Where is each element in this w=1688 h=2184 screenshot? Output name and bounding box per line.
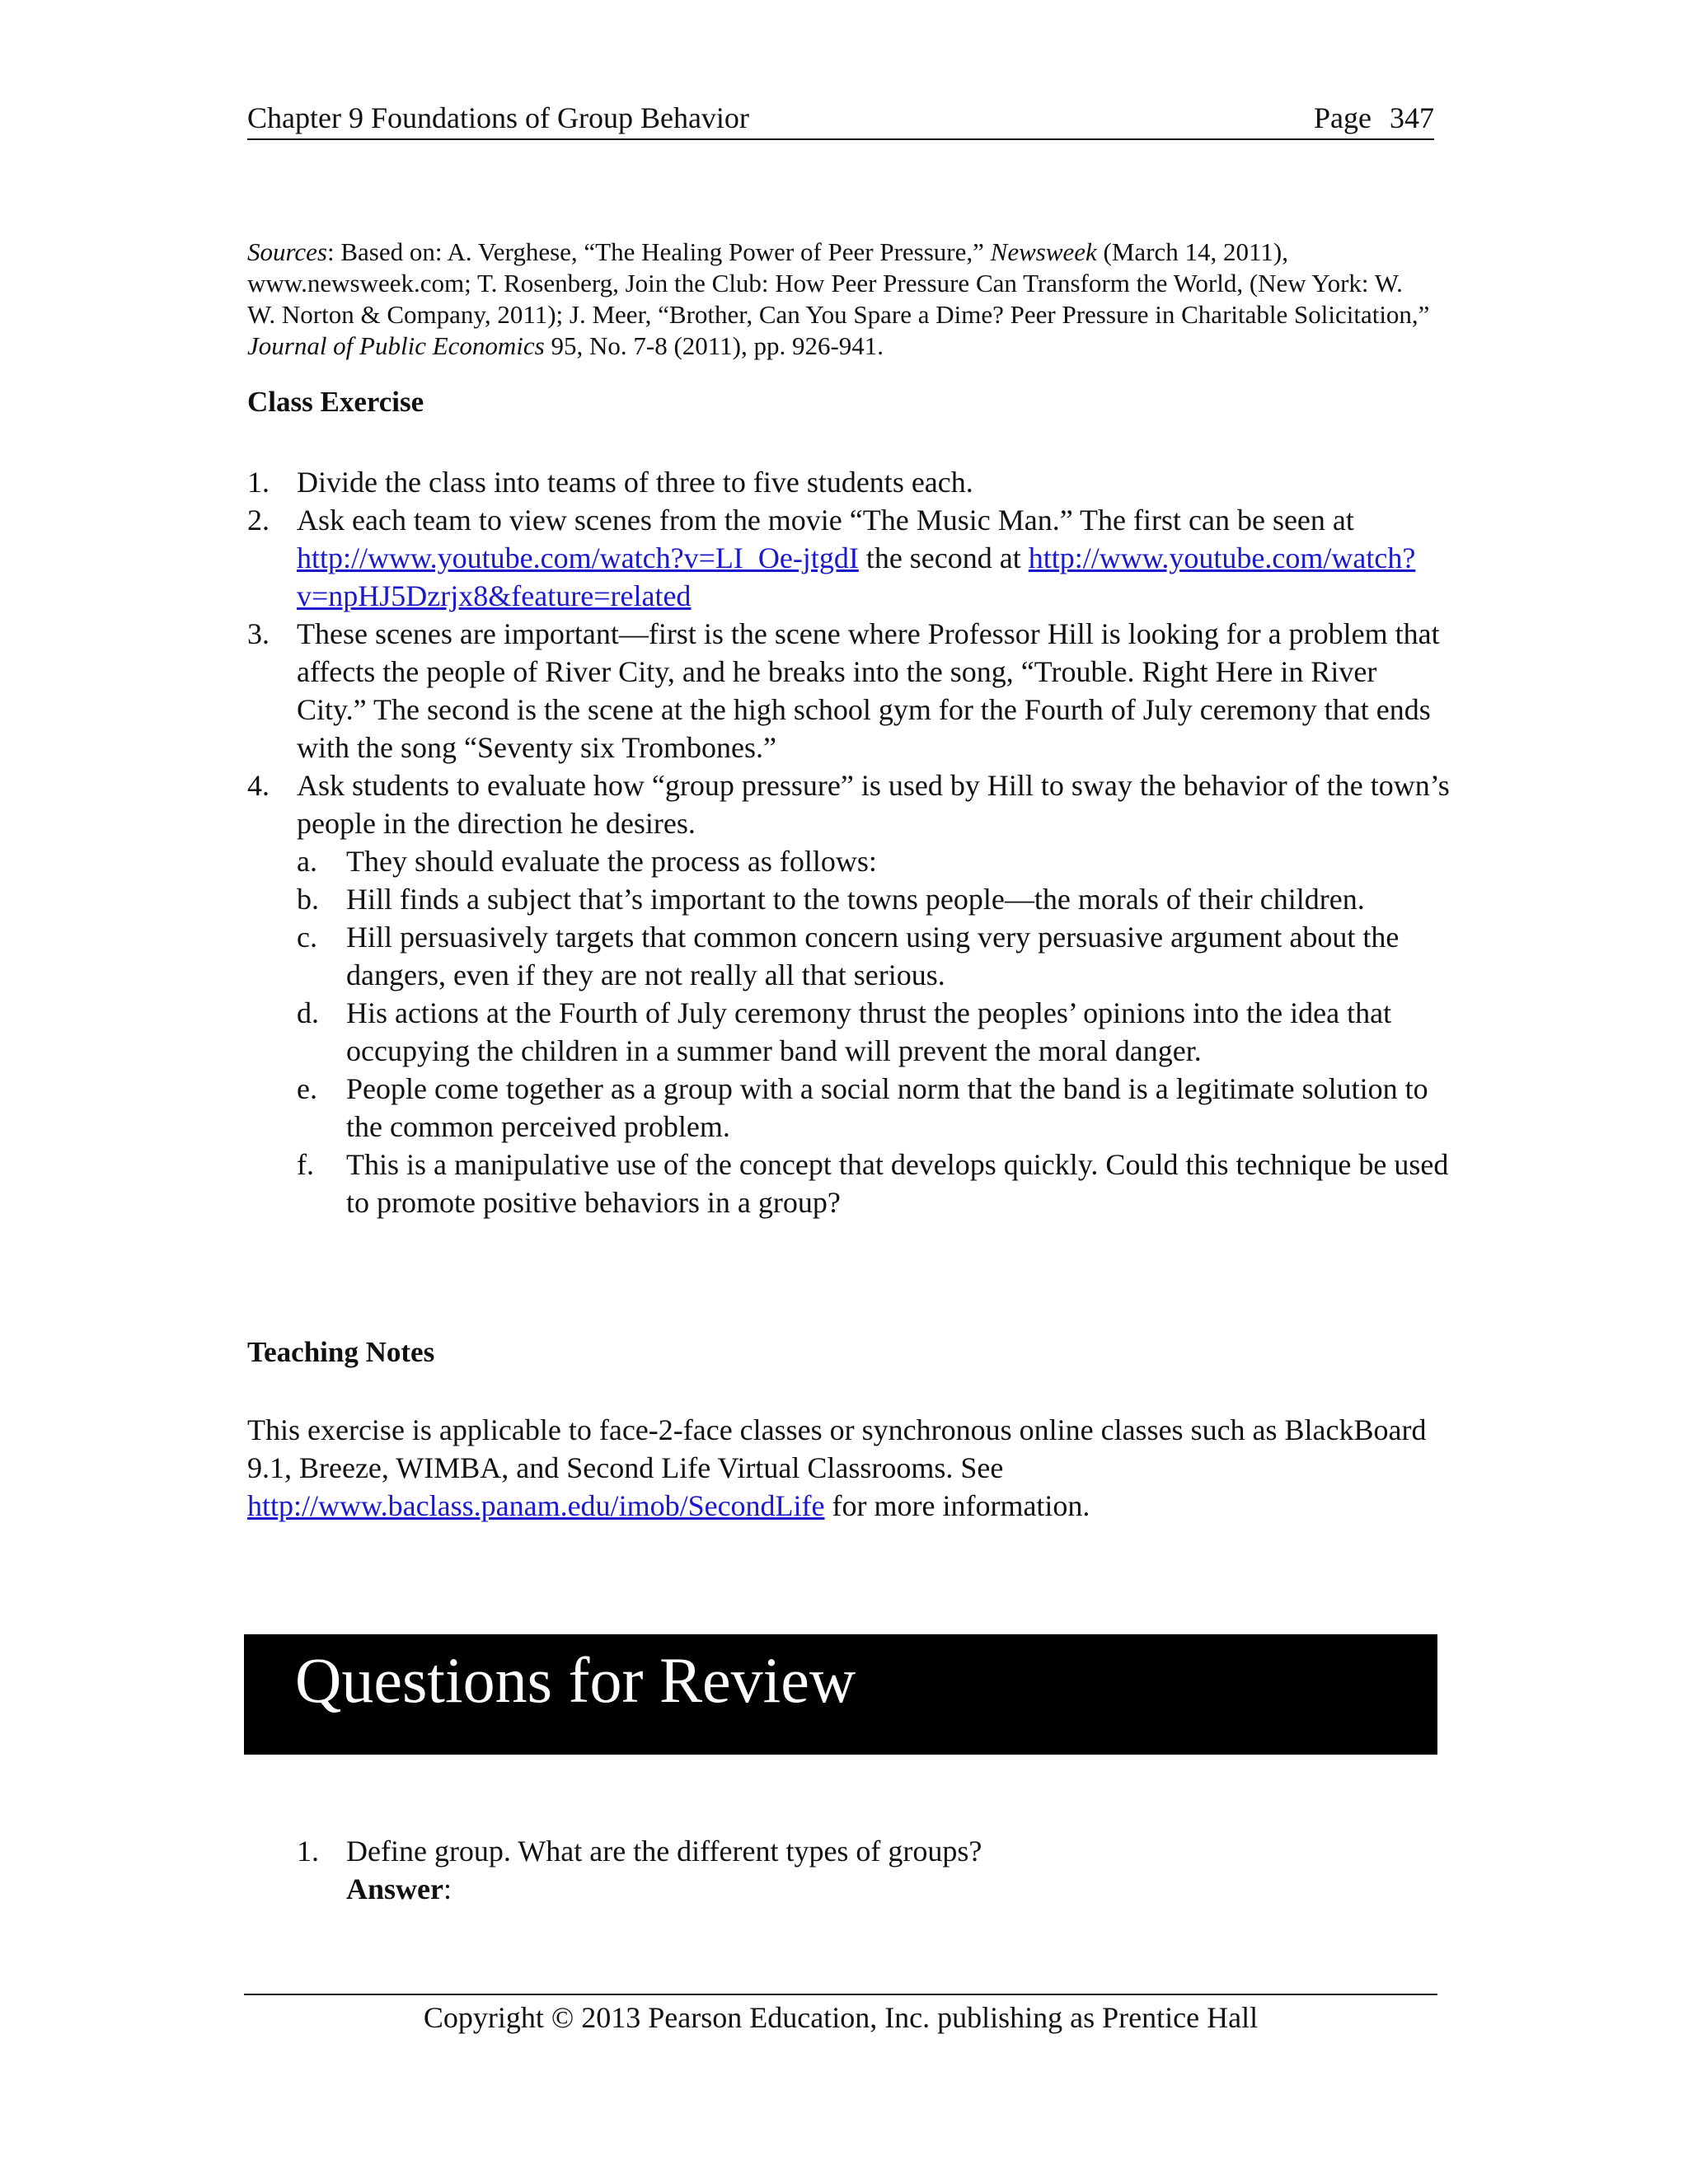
item-text-pre: Ask each team to view scenes from the movie “The Music Man.” The first can be seen at xyxy=(297,504,1354,537)
youtube-link-1[interactable]: http://www.youtube.com/watch?v=LI_Oe-jtgdI xyxy=(297,541,859,574)
sources-label: Sources xyxy=(247,237,327,266)
item-text-mid: the second at xyxy=(858,541,1029,574)
sub-item-text: Hill finds a subject that’s important to the towns people—the morals of their children. xyxy=(346,883,1365,916)
teaching-notes-text-end: for more information. xyxy=(824,1489,1090,1522)
sub-item-letter: c. xyxy=(297,921,317,954)
sub-item-letter: d. xyxy=(297,996,319,1029)
sub-list-item xyxy=(297,994,1451,1070)
sub-item-text: They should evaluate the process as follows: xyxy=(346,845,877,878)
sub-item-letter: f. xyxy=(297,1148,314,1181)
item-number: 3. xyxy=(247,617,270,650)
answer-colon: : xyxy=(443,1872,452,1905)
item-number: 2. xyxy=(247,504,270,537)
sub-list-item xyxy=(297,880,1451,918)
list-item xyxy=(247,501,1451,615)
sub-item-text: Hill persuasively targets that common concern using very persuasive argument about the dangers, even if they are not really all that serious. xyxy=(346,921,1400,991)
page-word: Page xyxy=(1314,101,1372,134)
question-prompt: Define group. What are the different types of groups? xyxy=(346,1835,982,1868)
sources-text-2: (March 14, 2011), www.newsweek.com; T. Rosenberg, Join the Club: How Peer Pressure Can Transform the World, (New York: W. W. Norton & Company, 2011); J. Meer, “Brother, Can You Spare a Dime? Peer Pressure in Charitable Solicitation,” xyxy=(247,237,1430,329)
sub-item-text: This is a manipulative use of the concept that develops quickly. Could this technique be used to promote positive behaviors in a group? xyxy=(346,1148,1449,1219)
sub-list-item xyxy=(297,1070,1451,1146)
item-text xyxy=(297,501,1451,615)
page-header xyxy=(247,99,1434,140)
sub-list-item xyxy=(297,842,1451,880)
sources-journal-2: Journal of Public Economics xyxy=(247,331,545,360)
sub-item-letter: b. xyxy=(297,883,319,916)
sub-item-letter: e. xyxy=(297,1072,317,1105)
questions-banner xyxy=(244,1634,1437,1755)
page-number: 347 xyxy=(1390,101,1434,134)
second-life-link[interactable]: http://www.baclass.panam.edu/imob/SecondLife xyxy=(247,1489,825,1522)
questions-banner-title: Questions for Review xyxy=(295,1644,856,1716)
class-exercise-list xyxy=(247,463,1451,1221)
footer-copyright: Copyright © 2013 Pearson Education, Inc. publishing as Prentice Hall xyxy=(423,2001,1259,2034)
sources-journal-1: Newsweek xyxy=(990,237,1097,266)
footer-divider xyxy=(244,1994,1437,1995)
item-text: These scenes are important—first is the scene where Professor Hill is looking for a problem that affects the people of River City, and he breaks into the song, “Trouble. Right Here in River City.” The second is the scene at the high school gym for the Fourth of July ceremony that ends with the song “Seventy six Trombones.” xyxy=(297,617,1440,764)
sources-text-3: 95, No. 7-8 (2011), pp. 926-941. xyxy=(544,331,884,360)
answer-label: Answer xyxy=(346,1872,443,1905)
chapter-title: Chapter 9 Foundations of Group Behavior xyxy=(247,101,749,134)
item-number: 1. xyxy=(247,466,270,499)
sub-item-text: His actions at the Fourth of July ceremony thrust the peoples’ opinions into the idea that occupying the children in a summer band will prevent the moral danger. xyxy=(346,996,1392,1067)
item-text: Divide the class into teams of three to five students each. xyxy=(297,466,973,499)
question-text xyxy=(346,1832,1451,1908)
sub-list-item xyxy=(297,918,1451,994)
sub-list-item xyxy=(297,1146,1451,1221)
teaching-notes-paragraph xyxy=(247,1411,1451,1525)
sources-citation xyxy=(247,237,1434,362)
page-label xyxy=(1314,99,1434,137)
youtube-link-2[interactable]: http://www.youtube.com/watch?v=npHJ5Dzrjx8&feature=related xyxy=(297,541,1416,612)
list-item xyxy=(247,766,1451,842)
class-exercise-heading: Class Exercise xyxy=(247,386,424,418)
item-text: Ask students to evaluate how “group pressure” is used by Hill to sway the behavior of the town’s people in the direction he desires. xyxy=(297,769,1450,840)
sub-item-text: People come together as a group with a social norm that the band is a legitimate solution to the common perceived problem. xyxy=(346,1072,1428,1143)
list-item xyxy=(247,615,1451,766)
list-item xyxy=(247,463,1451,501)
list-item xyxy=(297,1832,1451,1908)
sub-item-letter: a. xyxy=(297,845,317,878)
question-number: 1. xyxy=(297,1835,319,1868)
item-number: 4. xyxy=(247,769,270,802)
teaching-notes-text: This exercise is applicable to face-2-face classes or synchronous online classes such as BlackBoard 9.1, Breeze, WIMBA, and Second Life Virtual Classrooms. See xyxy=(247,1413,1427,1484)
review-question-list xyxy=(297,1832,1451,1908)
teaching-notes-heading: Teaching Notes xyxy=(247,1336,435,1368)
sub-list xyxy=(247,842,1451,1221)
sources-text-1: : Based on: A. Verghese, “The Healing Power of Peer Pressure,” xyxy=(327,237,991,266)
